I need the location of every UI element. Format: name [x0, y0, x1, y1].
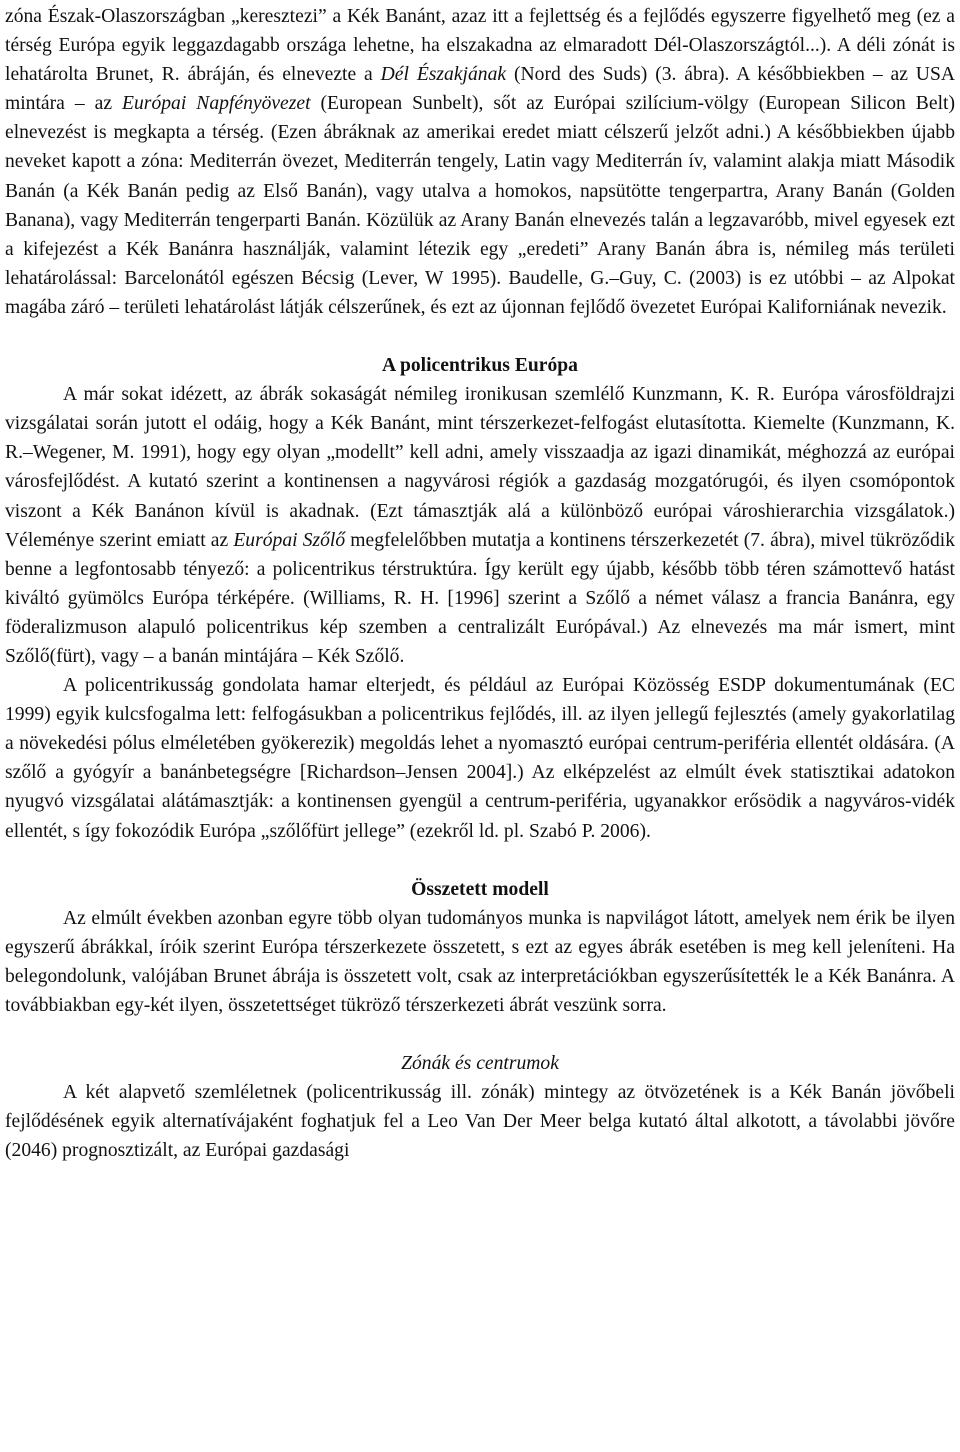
zonak-paragraph-1: A két alapvető szemléletnek (policentrikusság ill. zónák) mintegy az ötvözetének is a Kék Banán jövőbeli fejlődésének egyik alternatívájaként foghatjuk fel a Leo Van Der Meer belga kutató által alkotott, a távolabbi jövőre (2046) prognosztizált, az Európai gazdasági: [5, 1082, 955, 1162]
text-span: (Nord des Suds) (3. ábra). A későbbiekben – az USA mintára – az: [5, 64, 955, 115]
policentrikus-paragraph-2: A policentrikusság gondolata hamar elterjedt, és például az Európai Közösség ESDP dokumentumának (EC 1999) egyik kulcsfogalma lett: felfogásukban a policentrikus fejlődés, ill. az ilyen jellegű fejlesztés (amely gyakorlatilag a növekedési pólus elméletében gyökerezik) megoldás lehet a nyomasztó európai centrum-periféria ellentét oldására. (A szőlő a gyógyír a banánbetegségre [Richardson–Jensen 2004].) Az elképzelést az elmúlt évek statisztikai adatokon nyugvó vizsgálatai alátámasztják: a kontinensen gyengül a centrum-periféria, ugyanakkor erősödik a nagyváros-vidék ellentét, s így fokozódik Európa „szőlőfürt jellege” (ezekről ld. pl. Szabó P. 2006).: [5, 675, 955, 842]
italic-term: Dél Északjának: [380, 64, 507, 86]
text-span: A már sokat idézett, az ábrák sokaságát némileg ironikusan szemlélő Kunzmann, K. R. Európa városföldrajzi vizsgálatai során jutott el odáig, hogy a Kék Banánt, mint térszerkezet-felfogást elutasította. Kiemelte (Kunzmann, K. R.–Wegener, M. 1991), hogy egy olyan „modellt” kell adni, amely visszaadja az igazi dinamikát, méghozzá az európai városfejlődést. A kutató szerint a kontinensen a nagyvárosi régiók a gazdaság mozgatórugói, és ilyen csomópontok viszont a Kék Banánon kívül is akadnak. (Ezt támasztják alá a különböző európai városhierarchia vizsgálatok.) Véleménye szerint emiatt az: [5, 384, 955, 551]
policentrikus-paragraph-1: [5, 380, 955, 671]
text-span: zóna Észak-Olaszországban „keresztezi” a Kék Banánt, azaz itt a fejlettség és a fejlődés egyszerre figyelhető meg (ez a térség Európa egyik leggazdagabb országa lehetne, ha elszakadna az elmaradott Dél-Olaszországtól...). A déli zónát is lehatárolta Brunet, R. ábráján, és elnevezte a: [5, 6, 955, 86]
italic-term: Európai Napfényövezet: [122, 93, 311, 115]
osszetett-paragraph-1: Az elmúlt években azonban egyre több olyan tudományos munka is napvilágot látott, amelyek nem érik be ilyen egyszerű ábrákkal, íróik szerint Európa térszerkezete összetett, s ezt az egyes ábrák esetében is meg kell jeleníteni. Ha belegondolunk, valójában Brunet ábrája is összetett volt, csak az interpretációkban egyszerűsítették le a Kék Banánra. A továbbiakban egy-két ilyen, összetettséget tükröző térszerkezeti ábrát veszünk sorra.: [5, 907, 955, 1016]
section-heading-policentrikus: A policentrikus Európa: [382, 355, 578, 377]
text-span: (European Sunbelt), sőt az Európai szilícium-völgy (European Silicon Belt) elnevezést is megkapta a térség. (Ezen ábráknak az amerikai eredet miatt célszerű jelzőt adni.) A későbbiekben újabb neveket kapott a zóna: Mediterrán övezet, Mediterrán tengely, Latin vagy Mediterrán ív, valamint alakja miatt Második Banán (a Kék Banán pedig az Első Banán), vagy utalva a homokos, napsütötte tengerpartra, Arany Banán (Golden Banana), vagy Mediterrán tengerparti Banán. Közülük az Arany Banán elnevezés talán a legzavaróbb, mivel egyesek ezt a kifejezést a Kék Banánra használják, valamint létezik egy „eredeti” Arany Banán ábra is, némileg más területi lehatárolással: Barcelonától egészen Bécsig (Lever, W 1995). Baudelle, G.–Guy, C. (2003) is ez utóbbi – az Alpokat magába záró – területi lehatárolást látják célszerűnek, és ezt az újonnan fejlődő övezetet Európai Kaliforniának nevezik.: [5, 93, 955, 318]
intro-paragraph: [5, 2, 955, 322]
italic-term: Európai Szőlő: [233, 529, 346, 551]
section-heading-osszetett: Összetett modell: [411, 878, 549, 900]
text-span: megfelelőbben mutatja a kontinens térszerkezetét (7. ábra), mivel tükröződik benne a legfontosabb tényező: a policentrikus térstruktúra. Így került egy újabb, később több téren számottevő hatást kiváltó gyümölcs Európa térképére. (Williams, R. H. [1996] szerint a Szőlő a német válasz a francia Banánra, egy föderalizmuson alapuló policentrikus kép szemben a centralizált Európával.) Az elnevezés ma már ismert, mint Szőlő(fürt), vagy – a banán mintájára – Kék Szőlő.: [5, 529, 955, 667]
subsection-heading-zonak: Zónák és centrumok: [401, 1053, 559, 1075]
